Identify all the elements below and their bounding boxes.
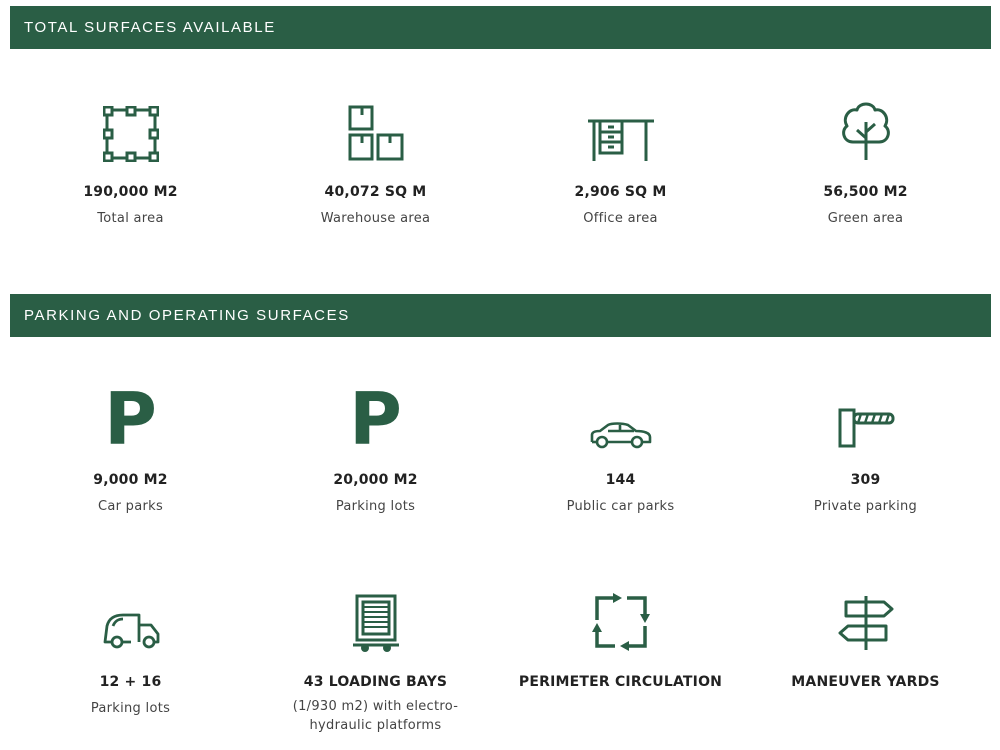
parking-row-1	[10, 377, 991, 516]
tree-icon	[839, 100, 893, 162]
stat-parking-lots	[253, 377, 498, 516]
section-title: TOTAL SURFACES AVAILABLE	[24, 19, 276, 36]
stat-label: Warehouse area	[320, 211, 431, 226]
stat-label: Car parks	[97, 499, 164, 514]
stat-value: 20,000 M2	[333, 472, 418, 488]
stat-private-parking	[743, 388, 988, 516]
stat-label: Green area	[827, 211, 904, 226]
stat-value: 56,500 M2	[823, 184, 908, 200]
stat-value: 309	[850, 472, 881, 488]
section-header-total-surfaces	[10, 6, 991, 49]
stat-value: 43 LOADING BAYS	[303, 674, 448, 690]
stat-value: 40,072 SQ M	[324, 184, 427, 200]
stat-value: 144	[605, 472, 636, 488]
signpost-icon	[836, 594, 896, 652]
warehouse-boxes-icon	[347, 104, 405, 162]
stat-warehouse-area	[253, 100, 498, 228]
stat-value: 2,906 SQ M	[574, 184, 667, 200]
parking-row-2	[10, 590, 991, 735]
stat-total-area	[8, 100, 253, 228]
stat-label: Private parking	[813, 499, 918, 514]
stat-value: MANEUVER YARDS	[791, 674, 940, 690]
parking-p-icon: P	[104, 377, 157, 461]
stat-office-area	[498, 100, 743, 228]
car-icon	[588, 420, 654, 450]
stat-label: (1/930 m2) with electro-hydraulic platforms	[292, 699, 459, 733]
parking-p-icon: P	[349, 377, 402, 461]
stat-green-area	[743, 100, 988, 228]
stat-label: Total area	[97, 211, 164, 226]
section-title: PARKING AND OPERATING SURFACES	[24, 307, 350, 324]
truck-icon	[101, 612, 161, 652]
stat-truck-parking	[8, 590, 253, 735]
stat-value: PERIMETER CIRCULATION	[518, 674, 723, 690]
stat-public-car-parks	[498, 388, 743, 516]
stat-maneuver-yards	[743, 590, 988, 735]
stat-value: 9,000 M2	[93, 472, 168, 488]
office-desk-icon	[586, 118, 656, 162]
stat-label: Parking lots	[335, 499, 416, 514]
loading-bay-icon	[352, 594, 400, 652]
stat-perimeter-circulation	[498, 590, 743, 735]
area-selection-icon	[103, 106, 159, 162]
circulation-arrows-icon	[591, 592, 651, 652]
stat-label: Office area	[583, 211, 658, 226]
stat-value: 12 + 16	[99, 674, 162, 690]
total-surfaces-row	[10, 100, 991, 228]
stat-loading-bays	[253, 590, 498, 735]
stat-label: Parking lots	[90, 701, 171, 716]
barrier-gate-icon	[837, 406, 895, 450]
stat-label: Public car parks	[566, 499, 675, 514]
stat-car-parks	[8, 377, 253, 516]
section-header-parking-operating	[10, 294, 991, 337]
stat-value: 190,000 M2	[83, 184, 178, 200]
